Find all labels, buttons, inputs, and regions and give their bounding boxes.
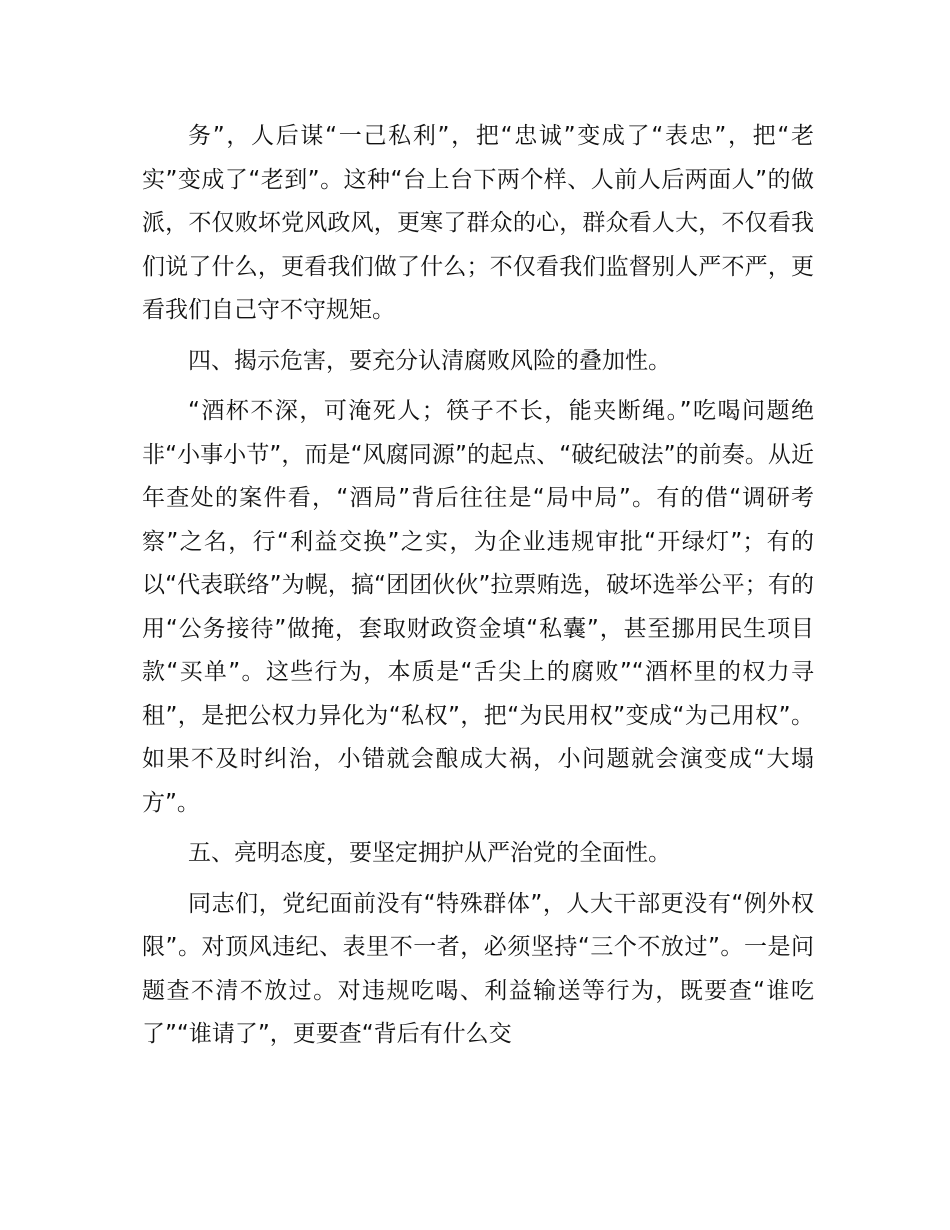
document-body: [142, 115, 814, 1064]
section-heading-four: 四、揭示危害，要充分认清腐败风险的叠加性。: [188, 347, 671, 374]
paragraph-body-hazards: “酒杯不深，可淹死人；筷子不长，能夹断绳。”吃喝问题绝非“小事小节”，而是“风腐同源”的起点、“破纪破法”的前奏。从近年查处的案件看，“酒局”背后往往是“局中局”。有的借“调研考察”之名，行“利益交换”之实，为企业违规审批“开绿灯”；有的以“代表联络”为幌，搞“团团伙伙”拉票贿选，破坏选举公平；有的用“公务接待”做掩，套取财政资金填“私囊”，甚至挪用民生项目款“买单”。这些行为，本质是“舌尖上的腐败”“酒杯里的权力寻租”，是把公权力异化为“私权”，把“为民用权”变成“为己用权”。如果不及时纠治，小错就会酿成大祸，小问题就会演变成“大塌方”。: [142, 398, 814, 816]
paragraph-continuation: 务”，人后谋“一己私利”，把“忠诚”变成了“表忠”，把“老实”变成了“老到”。这种“台上台下两个样、人前人后两面人”的做派，不仅败坏党风政风，更寒了群众的心，群众看人大，不仅看我们说了什么，更看我们做了什么；不仅看我们监督别人严不严，更看我们自己守不守规矩。: [142, 123, 814, 323]
section-heading-five: 五、亮明态度，要坚定拥护从严治党的全面性。: [188, 840, 671, 866]
paragraph-body-attitude: 同志们，党纪面前没有“特殊群体”，人大干部更没有“例外权限”。对顶风违纪、表里不一者，必须坚持“三个不放过”。一是问题查不清不放过。对违规吃喝、利益输送等行为，既要查“谁吃了”“谁请了”，更要查“背后有什么交: [142, 890, 814, 1047]
